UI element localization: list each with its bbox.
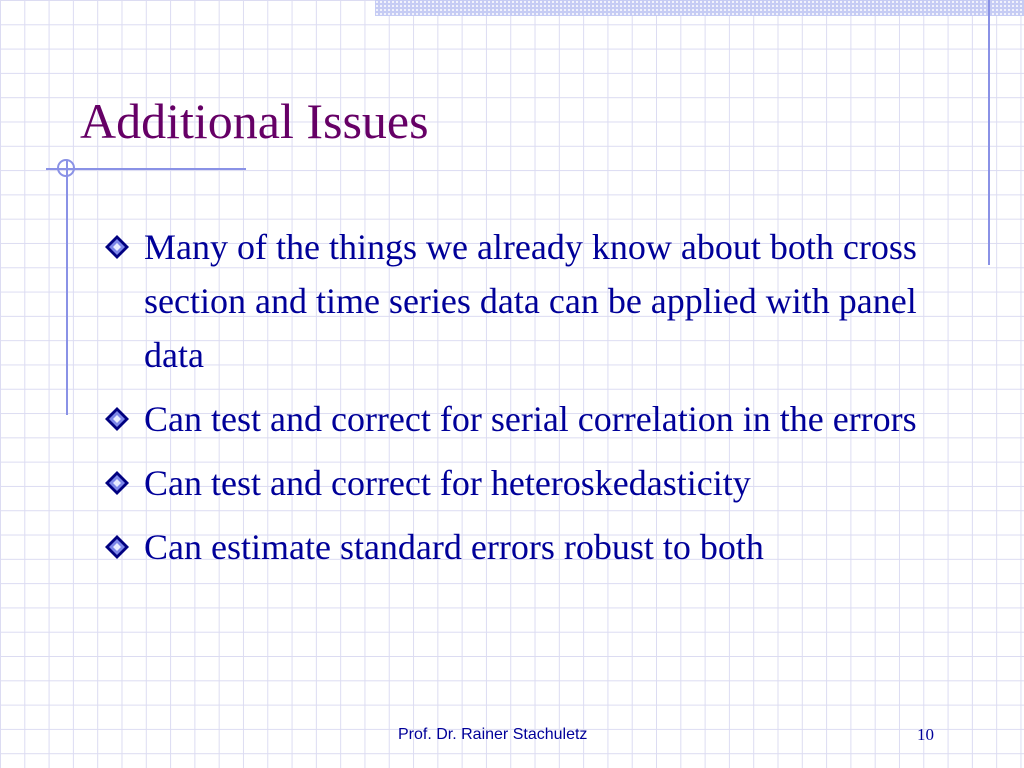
- bullet-item: [104, 456, 964, 510]
- bullet-text: Can test and correct for heteroskedasticity: [144, 463, 751, 503]
- decorative-right-rule: [988, 0, 990, 265]
- slide-page-number: 10: [917, 725, 934, 744]
- diamond-bullet-icon: [104, 220, 144, 270]
- bullet-item: [104, 520, 964, 574]
- decorative-corner-circle: [57, 159, 75, 177]
- bullet-list: [104, 220, 964, 584]
- bullet-item: [104, 392, 964, 446]
- bullet-text: Can estimate standard errors robust to both: [144, 527, 764, 567]
- diamond-bullet-icon: [104, 392, 144, 442]
- bullet-text: Can test and correct for serial correlation in the errors: [144, 399, 917, 439]
- diamond-bullet-icon: [104, 520, 144, 570]
- footer-author: Prof. Dr. Rainer Stachuletz: [398, 726, 588, 743]
- bullet-item: [104, 220, 964, 382]
- decorative-top-band: [375, 0, 1024, 16]
- decorative-left-rule: [66, 160, 68, 415]
- slide-title: Additional Issues: [80, 93, 429, 149]
- diamond-bullet-icon: [104, 456, 144, 506]
- title-underline-rule: [46, 168, 246, 170]
- bullet-text: Many of the things we already know about both cross section and time series data can be applied with panel data: [144, 227, 917, 375]
